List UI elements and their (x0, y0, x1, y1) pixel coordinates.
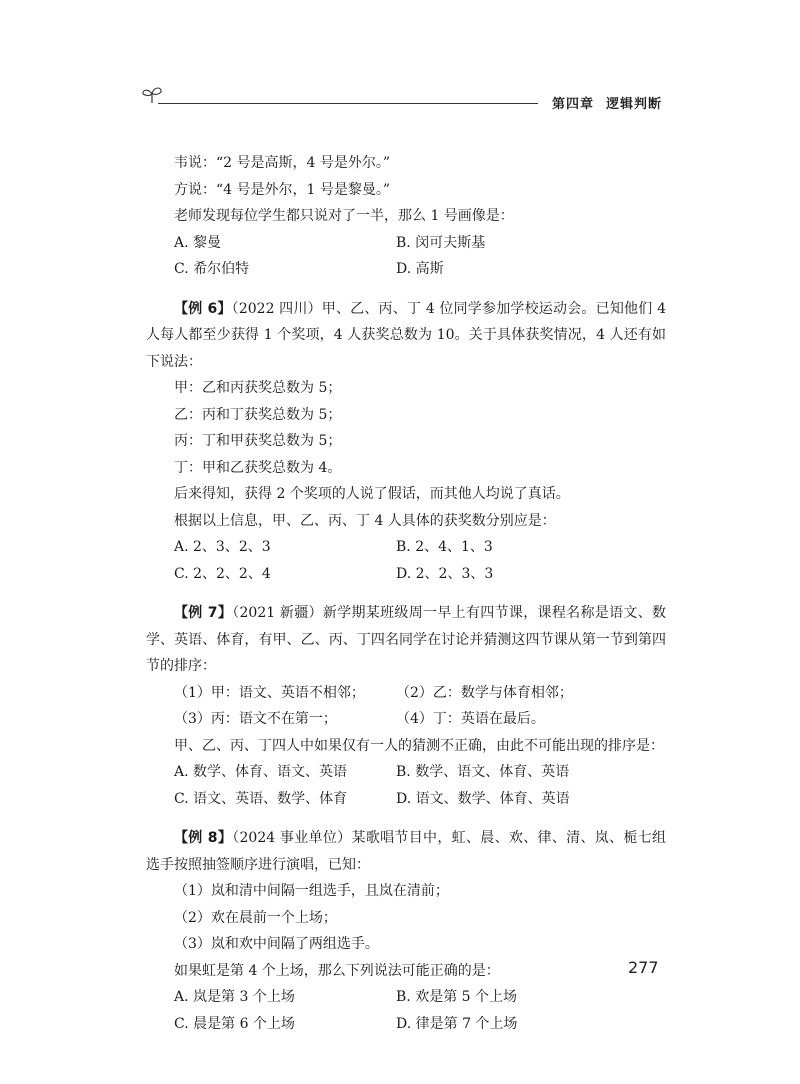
statement: 乙：丙和丁获奖总数为 5； (174, 406, 342, 423)
chapter-title: 逻辑判断 (606, 97, 663, 112)
question-stem: 如果虹是第 4 个上场，那么下列说法可能正确的是： (174, 962, 500, 979)
option-b: B. 闵可夫斯基 (396, 234, 486, 251)
option-d: D. 2、2、3、3 (396, 565, 494, 582)
example-intro-text: （2022 四川）甲、乙、丙、丁 4 位同学参加学校运动会。已知他们 4 人每人都至少获得 1 个奖项，4 人获奖总数为 10。关于具体获奖情况，4 人还有如下说法： (146, 300, 666, 370)
question-stem: 根据以上信息，甲、乙、丙、丁 4 人具体的获奖数分别应是： (174, 512, 556, 529)
option-b: B. 数学、语文、体育、英语 (396, 764, 570, 780)
option-a: A. 岚是第 3 个上场 (174, 989, 295, 1005)
example-intro (146, 825, 666, 878)
condition: （1）岚和清中间隔一组选手，且岚在清前； (174, 883, 449, 899)
example-intro-text: （2024 事业单位）某歌唱节目中，虹、晨、欢、律、清、岚、栀七组选手按照抽签顺序进行演唱，已知： (146, 830, 667, 873)
option-c: C. 2、2、2、4 (174, 565, 271, 582)
example-intro (146, 296, 666, 376)
options-row (146, 786, 666, 813)
guess: （1）甲：语文、英语不相邻； (174, 684, 365, 701)
option-b: B. 2、4、1、3 (396, 539, 493, 555)
option-a: A. 数学、体育、语文、英语 (174, 764, 348, 780)
options-row (146, 561, 666, 588)
question-stem: 老师发现每位学生都只说对了一半，那么 1 号画像是： (174, 208, 514, 224)
option-b: B. 欢是第 5 个上场 (396, 989, 517, 1005)
statement-wei: 韦说：“2 号是高斯，4 号是外尔。” (174, 155, 391, 171)
option-c: C. 希尔伯特 (174, 261, 250, 277)
header-rule (158, 103, 538, 104)
fact-line: 后来得知，获得 2 个奖项的人说了假话，而其他人均说了真话。 (174, 486, 570, 502)
options-row (146, 534, 666, 561)
statement: 丁：甲和乙获奖总数为 4。 (174, 459, 342, 476)
option-d: D. 语文、数学、体育、英语 (396, 790, 570, 807)
example-8 (146, 825, 666, 1037)
chapter-number: 第四章 (552, 97, 595, 112)
sprout-icon (140, 84, 164, 104)
example-tag: 【例 7】 (174, 605, 233, 621)
statement: 甲：乙和丙获奖总数为 5； (174, 380, 342, 396)
example-6 (146, 296, 666, 588)
options-row (146, 759, 666, 786)
guesses-row (146, 706, 666, 733)
option-c: C. 晨是第 6 个上场 (174, 1015, 295, 1032)
question-stem: 甲、乙、丙、丁四人中如果仅有一人的猜测不正确，由此不可能出现的排序是： (174, 737, 664, 754)
condition: （2）欢在晨前一个上场； (174, 909, 337, 926)
example-7 (146, 600, 666, 812)
option-c: C. 语文、英语、数学、体育 (174, 790, 348, 807)
options-row (146, 1011, 666, 1038)
running-header (552, 93, 662, 112)
example-tag: 【例 6】 (174, 300, 232, 317)
guess: （3）丙：语文不在第一； (174, 711, 337, 727)
guess: （2）乙：数学与体育相邻； (396, 684, 573, 701)
statement: 丙：丁和甲获奖总数为 5； (174, 433, 342, 449)
option-a: A. 2、3、2、3 (174, 539, 271, 555)
options-row (146, 230, 666, 257)
example-intro-text: （2021 新疆）新学期某班级周一早上有四节课，课程名称是语文、数学、英语、体育，有甲、乙、丙、丁四名同学在讨论并猜测这四节课从第一节到第四节的排序： (146, 605, 667, 674)
guess: （4）丁：英语在最后。 (396, 711, 545, 727)
options-row (146, 256, 666, 283)
options-row (146, 984, 666, 1011)
previous-question (146, 150, 666, 283)
option-d: D. 高斯 (396, 261, 444, 277)
option-a: A. 黎曼 (174, 234, 222, 251)
statement-fang: 方说：“4 号是外尔，1 号是黎曼。” (174, 181, 391, 198)
option-d: D. 律是第 7 个上场 (396, 1015, 518, 1032)
example-intro (146, 600, 666, 680)
page-body (146, 150, 666, 1037)
example-tag: 【例 8】 (174, 830, 233, 846)
page-number: 277 (628, 958, 659, 977)
guesses-row (146, 680, 666, 707)
condition: （3）岚和欢中间隔了两组选手。 (174, 936, 379, 952)
